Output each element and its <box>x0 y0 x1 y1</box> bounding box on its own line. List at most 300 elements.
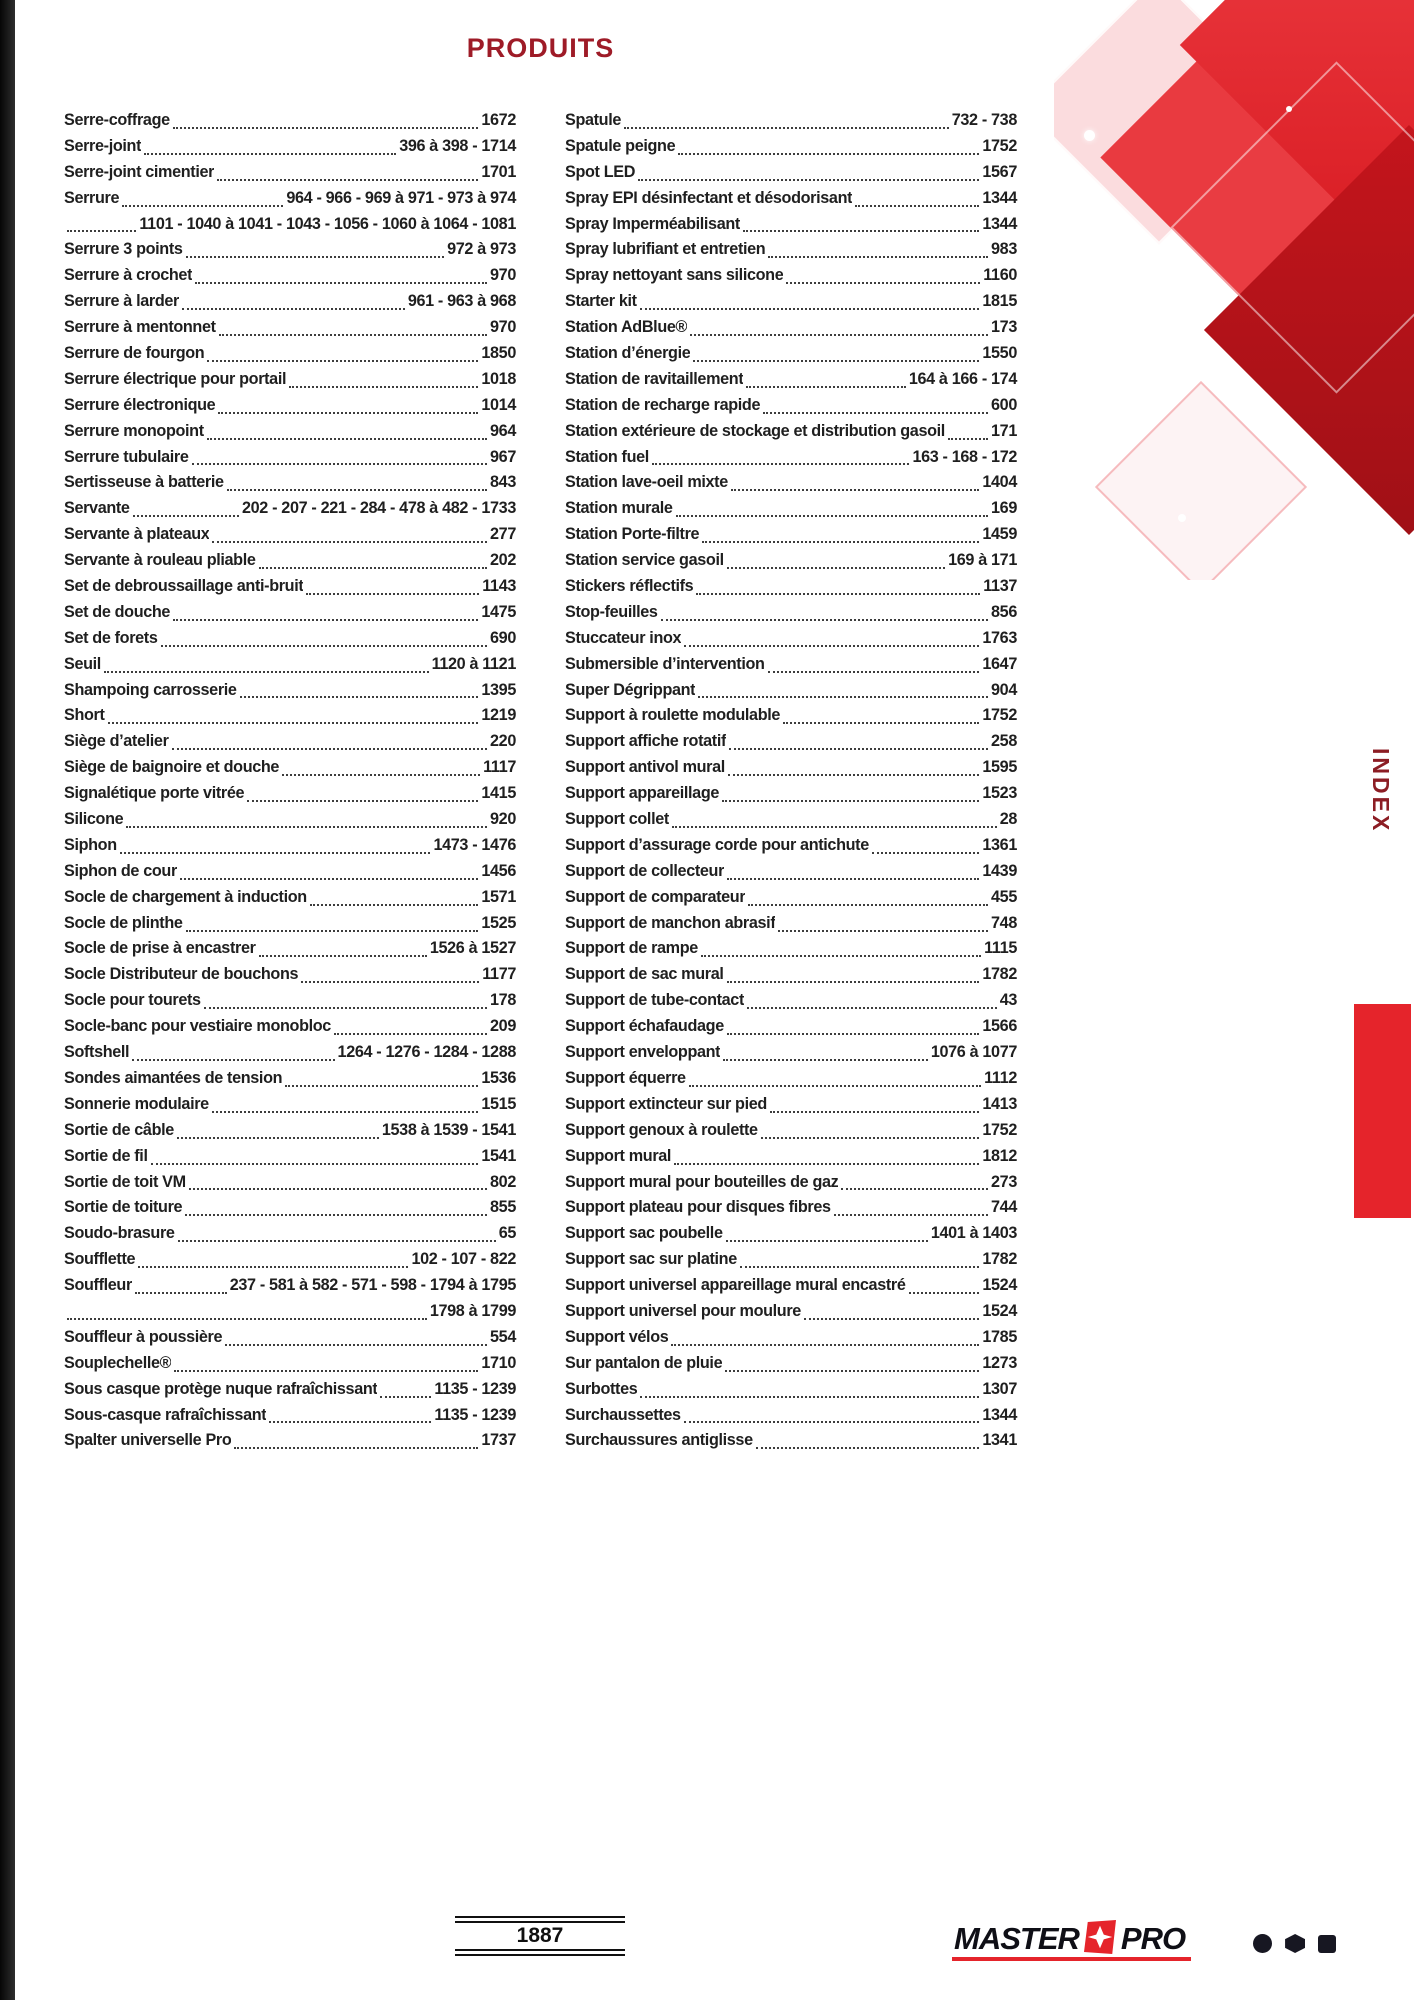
dot-leader <box>195 282 487 284</box>
dot-leader <box>624 127 949 129</box>
dot-leader <box>225 1344 487 1346</box>
dot-leader <box>727 878 979 880</box>
index-row <box>64 1299 516 1325</box>
entry-pages: 970 <box>490 266 516 285</box>
index-row <box>565 574 1017 600</box>
entry-name: Servante à plateaux <box>64 525 210 544</box>
entry-name: Support sac sur platine <box>565 1250 737 1269</box>
dot-leader <box>334 1033 487 1035</box>
entry-name: Siège d’atelier <box>64 732 169 751</box>
entry-pages: 202 <box>490 551 516 570</box>
dot-leader <box>855 205 979 207</box>
entry-pages: 1782 <box>982 965 1017 984</box>
entry-name: Submersible d’intervention <box>565 654 765 673</box>
entry-pages: 28 <box>999 810 1017 829</box>
index-row <box>64 1118 516 1144</box>
entry-pages: 1672 <box>481 110 516 129</box>
entry-pages: 748 <box>991 913 1017 932</box>
entry-pages: 102 - 107 - 822 <box>411 1250 516 1269</box>
dot-leader <box>661 619 988 621</box>
index-row <box>565 1092 1017 1118</box>
index-row <box>565 212 1017 238</box>
entry-pages: 1341 <box>982 1431 1017 1450</box>
dot-leader <box>671 1344 979 1346</box>
corner-decoration <box>1054 0 1414 580</box>
entry-pages: 1701 <box>481 162 516 181</box>
entry-pages: 1135 - 1239 <box>434 1405 516 1424</box>
entry-name: Serrure électronique <box>64 395 216 414</box>
dot-leader <box>120 852 431 854</box>
index-row <box>64 652 516 678</box>
index-row <box>64 626 516 652</box>
entry-pages: 178 <box>490 991 516 1010</box>
entry-name: Support appareillage <box>565 784 720 803</box>
index-row <box>64 445 516 471</box>
entry-name: Station AdBlue® <box>565 318 688 337</box>
entry-name: Socle Distributeur de bouchons <box>64 965 299 984</box>
dot-leader <box>234 1447 478 1449</box>
index-row <box>64 1014 516 1040</box>
entry-pages: 1361 <box>982 835 1017 854</box>
dot-leader <box>135 1292 227 1294</box>
index-row <box>64 160 516 186</box>
dot-leader <box>301 981 479 983</box>
entry-pages: 1752 <box>982 1120 1017 1139</box>
dot-leader <box>172 748 488 750</box>
entry-name: Serrure à crochet <box>64 266 193 285</box>
entry-name: Servante à rouleau pliable <box>64 551 256 570</box>
dot-leader <box>768 671 980 673</box>
entry-pages: 1710 <box>481 1353 516 1372</box>
entry-pages: 920 <box>490 810 516 829</box>
entry-pages: 171 <box>991 421 1017 440</box>
entry-name: Seuil <box>64 654 101 673</box>
dot-leader <box>204 1007 487 1009</box>
entry-name: Station lave-oeil mixte <box>565 473 728 492</box>
dot-leader <box>104 671 429 673</box>
entry-name: Spray lubrifiant et entretien <box>565 240 766 259</box>
page-number-rule-bottom <box>455 1949 625 1956</box>
index-row <box>64 263 516 289</box>
entry-name: Serrure <box>64 188 120 207</box>
dot-leader <box>173 619 478 621</box>
entry-pages: 1395 <box>481 680 516 699</box>
dot-leader <box>841 1188 988 1190</box>
entry-pages: 732 - 738 <box>951 110 1017 129</box>
dot-leader <box>638 179 979 181</box>
entry-pages: 1014 <box>481 395 516 414</box>
dot-leader <box>218 412 478 414</box>
dot-leader <box>186 930 479 932</box>
entry-pages: 65 <box>498 1224 516 1243</box>
entry-pages: 237 - 581 à 582 - 571 - 598 - 1794 à 1795 <box>229 1276 516 1295</box>
entry-pages: 1135 - 1239 <box>434 1379 516 1398</box>
dot-leader <box>701 955 981 957</box>
index-row <box>64 134 516 160</box>
dot-leader <box>133 515 239 517</box>
dot-leader <box>161 645 488 647</box>
dot-leader <box>192 463 488 465</box>
entry-name: Shampoing carrosserie <box>64 680 237 699</box>
entry-pages: 1307 <box>982 1379 1017 1398</box>
dot-leader <box>729 748 988 750</box>
index-row <box>565 1144 1017 1170</box>
dot-leader <box>282 774 480 776</box>
entry-name: Spray nettoyant sans silicone <box>565 266 784 285</box>
entry-name: Sondes aimantées de tension <box>64 1068 283 1087</box>
entry-name: Socle de plinthe <box>64 913 183 932</box>
dot-leader <box>652 463 910 465</box>
entry-pages: 1219 <box>481 706 516 725</box>
entry-name: Sortie de toiture <box>64 1198 183 1217</box>
dot-leader <box>207 360 478 362</box>
entry-pages: 1737 <box>481 1431 516 1450</box>
deco-sparkle-dot <box>1178 514 1186 522</box>
entry-pages: 1112 <box>984 1068 1017 1087</box>
entry-name: Support enveloppant <box>565 1043 721 1062</box>
index-row <box>64 833 516 859</box>
dot-leader <box>726 1240 928 1242</box>
dot-leader <box>269 1421 431 1423</box>
dot-leader <box>702 541 979 543</box>
index-row <box>64 1144 516 1170</box>
entry-pages: 961 - 963 à 968 <box>407 292 516 311</box>
page-number: 1887 <box>516 1924 564 1947</box>
index-row <box>565 988 1017 1014</box>
dot-leader <box>763 412 988 414</box>
index-row <box>565 937 1017 963</box>
entry-name: Support de comparateur <box>565 887 746 906</box>
entry-pages: 1524 <box>982 1276 1017 1295</box>
index-row <box>64 703 516 729</box>
index-row <box>64 1066 516 1092</box>
entry-pages: 209 <box>490 1017 516 1036</box>
entry-name: Set de forets <box>64 628 158 647</box>
entry-name: Surchaussures antiglisse <box>565 1431 753 1450</box>
index-row <box>64 885 516 911</box>
index-row <box>565 263 1017 289</box>
dot-leader <box>672 826 997 828</box>
entry-name: Souplechelle® <box>64 1353 172 1372</box>
entry-name: Starter kit <box>565 292 637 311</box>
entry-name: Super Dégrippant <box>565 680 696 699</box>
entry-name: Soufflette <box>64 1250 136 1269</box>
dot-leader <box>144 153 396 155</box>
entry-name: Station murale <box>565 499 673 518</box>
index-row <box>565 652 1017 678</box>
entry-pages: 1538 à 1539 - 1541 <box>381 1120 516 1139</box>
dot-leader <box>310 904 479 906</box>
index-row <box>64 212 516 238</box>
entry-pages: 1782 <box>982 1250 1017 1269</box>
index-row <box>565 703 1017 729</box>
entry-name: Support vélos <box>565 1327 669 1346</box>
entry-pages: 1344 <box>982 1405 1017 1424</box>
entry-name: Siphon de cour <box>64 861 177 880</box>
index-row <box>565 445 1017 471</box>
entry-pages: 1137 <box>983 577 1017 596</box>
dot-leader <box>761 1137 980 1139</box>
deco-diamond-bright <box>1180 0 1414 264</box>
entry-name: Support extincteur sur pied <box>565 1094 767 1113</box>
entry-name: Support de collecteur <box>565 861 725 880</box>
index-row <box>565 1014 1017 1040</box>
index-row <box>565 1377 1017 1403</box>
index-row <box>565 962 1017 988</box>
dot-leader <box>177 1137 379 1139</box>
dot-leader <box>132 1059 334 1061</box>
entry-pages: 1456 <box>481 861 516 880</box>
entry-name: Support mural pour bouteilles de gaz <box>565 1172 839 1191</box>
entry-name: Serrure 3 points <box>64 240 183 259</box>
entry-pages: 983 <box>991 240 1017 259</box>
entry-name: Station extérieure de stockage et distribution gasoil <box>565 421 945 440</box>
index-row <box>64 1273 516 1299</box>
index-row <box>64 186 516 212</box>
entry-pages: 1404 <box>982 473 1017 492</box>
entry-pages: 1177 <box>482 965 516 984</box>
entry-pages: 1076 à 1077 <box>930 1043 1017 1062</box>
entry-pages: 904 <box>991 680 1017 699</box>
brand-master: MASTER <box>954 1921 1079 1956</box>
dot-leader <box>217 179 478 181</box>
entry-name: Serrure monopoint <box>64 421 204 440</box>
entry-name: Support de manchon abrasif <box>565 913 776 932</box>
index-row <box>64 1351 516 1377</box>
entry-pages: 220 <box>490 732 516 751</box>
dot-leader <box>182 308 405 310</box>
entry-name: Servante <box>64 499 130 518</box>
index-row <box>565 1299 1017 1325</box>
page-number-block <box>455 1916 625 1956</box>
entry-name: Souffleur à poussière <box>64 1327 223 1346</box>
entry-name: Socle-banc pour vestiaire monobloc <box>64 1017 331 1036</box>
dot-leader <box>186 256 445 258</box>
dot-leader <box>723 1059 928 1061</box>
entry-pages: 1273 <box>982 1353 1017 1372</box>
entry-name: Surbottes <box>565 1379 638 1398</box>
entry-name: Serrure de fourgon <box>64 344 205 362</box>
index-row <box>565 393 1017 419</box>
entry-pages: 1567 <box>982 162 1017 181</box>
entry-name: Softshell <box>64 1043 130 1062</box>
entry-name: Silicone <box>64 810 124 829</box>
square-marker-icon <box>1318 1935 1336 1953</box>
entry-name: Serre-joint cimentier <box>64 162 215 181</box>
index-row <box>64 548 516 574</box>
entry-pages: 1344 <box>982 188 1017 207</box>
index-row <box>565 600 1017 626</box>
index-row <box>64 962 516 988</box>
entry-pages: 1160 <box>983 266 1017 285</box>
side-red-block <box>1354 1004 1411 1218</box>
index-row <box>565 289 1017 315</box>
entry-pages: 1117 <box>483 758 516 777</box>
index-row <box>64 470 516 496</box>
dot-leader <box>728 774 979 776</box>
entry-pages: 169 <box>991 499 1017 518</box>
dot-leader <box>674 1163 979 1165</box>
entry-name: Support universel pour moulure <box>565 1301 801 1320</box>
page-left-edge <box>0 0 15 2000</box>
index-row <box>64 1403 516 1429</box>
entry-name: Souffleur <box>64 1276 132 1295</box>
dot-leader <box>804 1318 979 1320</box>
entry-pages: 1143 <box>482 577 516 596</box>
index-row <box>565 548 1017 574</box>
circle-marker-icon <box>1253 1934 1272 1953</box>
dot-leader <box>640 1396 979 1398</box>
dot-leader <box>786 282 980 284</box>
entry-name: Support sac poubelle <box>565 1224 723 1243</box>
entry-pages: 1415 <box>481 784 516 803</box>
entry-name: Stuccateur inox <box>565 628 682 647</box>
dot-leader <box>67 1318 427 1320</box>
dot-leader <box>872 852 980 854</box>
dot-leader <box>722 800 979 802</box>
entry-name: Socle pour tourets <box>64 991 201 1010</box>
index-row <box>565 522 1017 548</box>
entry-pages: 1473 - 1476 <box>433 835 516 854</box>
dot-leader <box>306 593 479 595</box>
entry-pages: 1566 <box>982 1017 1017 1036</box>
entry-name: Sous casque protège nuque rafraîchissant <box>64 1379 378 1398</box>
entry-name: Serrure à larder <box>64 292 179 311</box>
entry-name: Sortie de câble <box>64 1120 174 1139</box>
dot-leader <box>259 955 427 957</box>
dot-leader <box>219 334 487 336</box>
index-row <box>565 1403 1017 1429</box>
entry-name: Set de debroussaillage anti-bruit <box>64 577 304 596</box>
dot-leader <box>640 308 980 310</box>
entry-pages: 967 <box>490 447 516 466</box>
index-row <box>64 341 516 367</box>
dot-leader <box>684 1421 980 1423</box>
dot-leader <box>247 800 478 802</box>
index-row <box>565 1351 1017 1377</box>
entry-pages: 1525 <box>481 913 516 932</box>
index-row <box>565 1195 1017 1221</box>
entry-pages: 258 <box>991 732 1017 751</box>
index-row <box>565 160 1017 186</box>
index-row <box>565 807 1017 833</box>
index-row <box>64 729 516 755</box>
entry-pages: 1595 <box>982 758 1017 777</box>
dot-leader <box>180 878 478 880</box>
entry-name: Station d’énergie <box>565 344 691 362</box>
deco-diamond-dark <box>1204 125 1414 535</box>
index-row <box>565 367 1017 393</box>
entry-name: Sortie de fil <box>64 1146 148 1165</box>
entry-pages: 1344 <box>982 214 1017 233</box>
dot-leader <box>748 904 988 906</box>
index-row <box>64 1221 516 1247</box>
index-row <box>565 237 1017 263</box>
star-badge-icon <box>1084 1920 1116 1954</box>
dot-leader <box>380 1396 431 1398</box>
entry-name: Sonnerie modulaire <box>64 1094 209 1113</box>
index-row <box>565 859 1017 885</box>
entry-name: Socle de chargement à induction <box>64 887 307 906</box>
index-row <box>565 186 1017 212</box>
entry-pages: 856 <box>991 602 1017 621</box>
index-row <box>64 108 516 134</box>
index-row <box>565 108 1017 134</box>
entry-name: Sur pantalon de pluie <box>565 1353 723 1372</box>
dot-leader <box>783 722 979 724</box>
index-row <box>64 678 516 704</box>
entry-pages: 1475 <box>481 602 516 621</box>
entry-pages: 970 <box>490 318 516 337</box>
entry-name: Spatule peigne <box>565 136 676 155</box>
dot-leader <box>212 541 487 543</box>
entry-pages: 202 - 207 - 221 - 284 - 478 à 482 - 1733 <box>242 499 516 518</box>
entry-pages: 1401 à 1403 <box>930 1224 1017 1243</box>
entry-name: Serrure à mentonnet <box>64 318 216 337</box>
entry-pages: 1101 - 1040 à 1041 - 1043 - 1056 - 1060 à 1064 - 1081 <box>139 214 516 233</box>
entry-name: Support équerre <box>565 1068 686 1087</box>
entry-name: Serre-coffrage <box>64 110 170 129</box>
entry-pages: 164 à 166 - 174 <box>908 369 1017 388</box>
dot-leader <box>727 567 945 569</box>
entry-pages: 1515 <box>481 1094 516 1113</box>
dot-leader <box>285 1085 478 1087</box>
entry-pages: 554 <box>490 1327 516 1346</box>
entry-pages: 1785 <box>982 1327 1017 1346</box>
index-row <box>565 1170 1017 1196</box>
entry-name: Support universel appareillage mural encastré <box>565 1276 906 1295</box>
entry-name: Support antivol mural <box>565 758 725 777</box>
dot-leader <box>740 1266 980 1268</box>
entry-name: Serrure tubulaire <box>64 447 189 466</box>
dot-leader <box>725 1370 979 1372</box>
index-column-right <box>565 108 1017 1454</box>
entry-pages: 163 - 168 - 172 <box>912 447 1017 466</box>
index-row <box>64 574 516 600</box>
deco-sparkle-dot <box>1286 106 1292 112</box>
dot-leader <box>207 438 487 440</box>
entry-pages: 1571 <box>481 887 516 906</box>
entry-name: Station service gasoil <box>565 551 724 570</box>
entry-name: Station Porte-filtre <box>565 525 700 544</box>
dot-leader <box>122 205 283 207</box>
hexagon-marker-icon <box>1285 1934 1305 1953</box>
entry-pages: 1439 <box>982 861 1017 880</box>
entry-pages: 1815 <box>982 292 1017 311</box>
entry-name: Spatule <box>565 110 622 129</box>
deco-sparkle-dot <box>1084 130 1095 141</box>
entry-pages: 1120 à 1121 <box>431 654 516 673</box>
dot-leader <box>259 567 488 569</box>
dot-leader <box>693 360 979 362</box>
index-row <box>565 626 1017 652</box>
index-row <box>565 1428 1017 1454</box>
deco-diamond-pale <box>1054 0 1293 244</box>
entry-pages: 173 <box>991 318 1017 337</box>
entry-name: Set de douche <box>64 602 171 621</box>
dot-leader <box>189 1188 487 1190</box>
dot-leader <box>696 593 980 595</box>
index-row <box>64 496 516 522</box>
index-row <box>64 755 516 781</box>
entry-pages: 802 <box>490 1172 516 1191</box>
deco-diamond-outline <box>1170 61 1414 393</box>
entry-pages: 1763 <box>982 628 1017 647</box>
index-row <box>64 237 516 263</box>
entry-name: Spray Imperméabilisant <box>565 214 740 233</box>
entry-pages: 43 <box>999 991 1017 1010</box>
entry-name: Support genoux à roulette <box>565 1120 758 1139</box>
